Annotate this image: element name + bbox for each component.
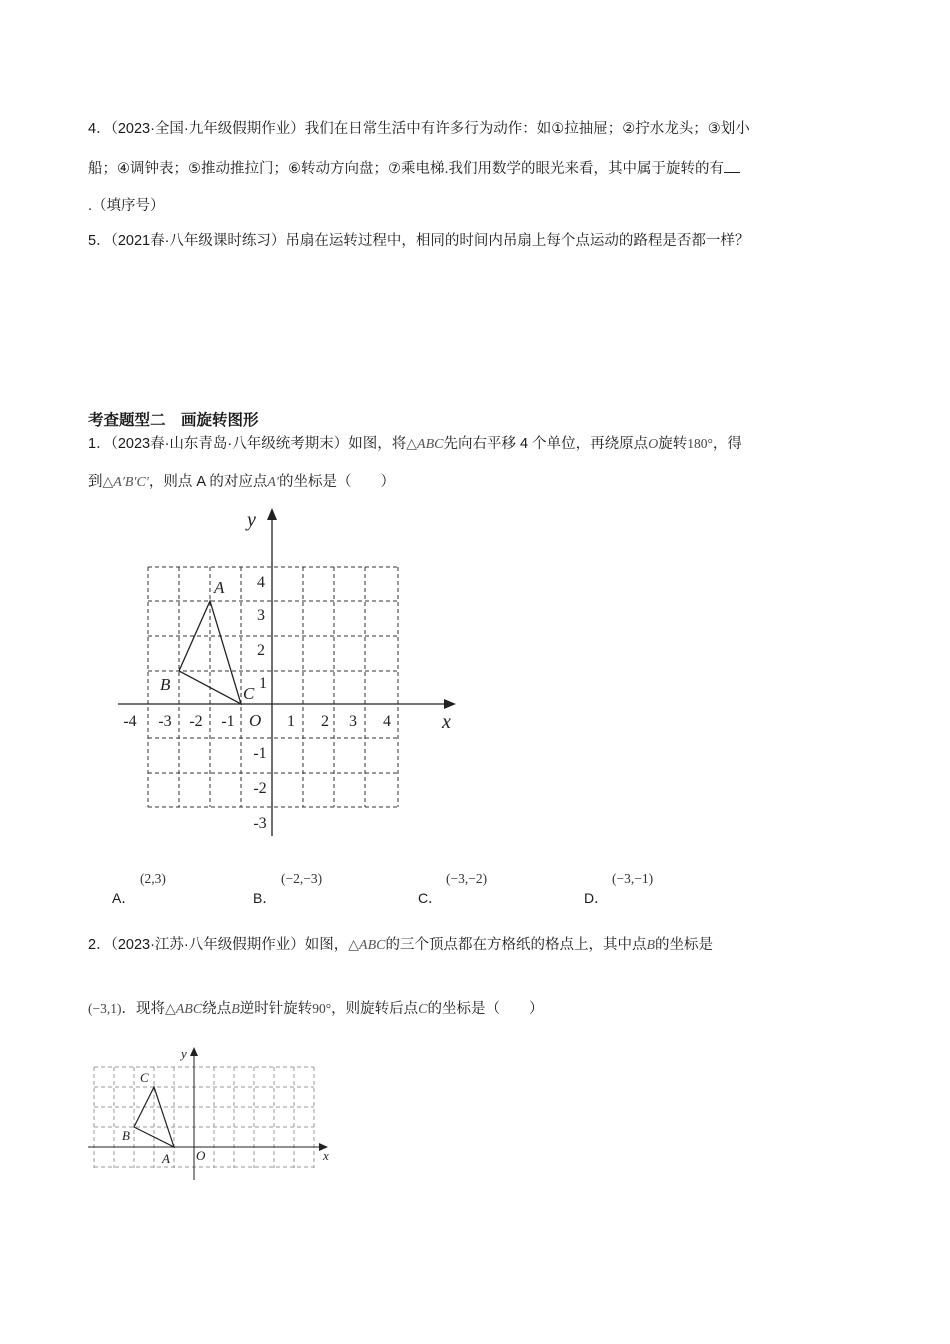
x-tick: 2 [321,713,329,730]
answer-blank[interactable] [724,158,740,173]
question-5: 5．（2021春·八年级课时练习）吊扇在运转过程中，相同的时间内吊扇上每个点运动的路程是否都一样？ [88,233,750,249]
option-a-value[interactable]: (2,3) [140,871,166,886]
point-label-b: B [122,1128,130,1143]
section-heading: 考查题型二 画旋转图形 [88,412,259,429]
y-tick: -2 [253,780,267,797]
q1-line-1: 1．（2023春·山东青岛·八年级统考期末）如图，将△ABC先向右平移 4 个单位，再绕原点O旋转180°，得 [88,436,742,452]
point-label-a: A [214,578,225,597]
option-b-label[interactable]: B． [253,890,277,906]
y-tick: 2 [257,642,265,659]
y-tick: 1 [259,675,267,692]
y-tick: 3 [257,607,265,624]
option-c-value[interactable]: (−3,−2) [446,871,488,886]
x-axis-label: x [442,711,451,733]
y-tick: 4 [257,574,265,591]
figure-2-coordinate-grid [85,1042,340,1187]
y-tick: -3 [253,815,267,832]
point-label-b: B [160,675,171,694]
x-tick: 1 [287,713,295,730]
question-4-line-3: .（填序号） [88,198,165,214]
x-axis-label: x [323,1148,329,1163]
question-4-line-2: 船；④调钟表；⑤推动推拉门；⑥转动方向盘；⑦乘电梯.我们用数学的眼光来看，其中属于旋转的有 [88,158,740,179]
option-b-value[interactable]: (−2,−3) [281,871,323,886]
figure-1-coordinate-grid [110,500,470,845]
origin-label: O [249,711,262,730]
q1-line-2: 到△A′B′C′，则点 A 的对应点A′的坐标是（ ） [88,474,395,490]
x-tick: -4 [123,713,137,730]
x-tick: 3 [349,713,357,730]
q2-line-2: (−3,1)．现将△ABC绕点B逆时针旋转90°，则旋转后点C的坐标是（ ） [88,1001,544,1017]
point-label-a: A [162,1151,170,1166]
y-tick: -1 [253,745,267,762]
option-c-label[interactable]: C． [418,890,443,906]
point-label-c: C [243,684,255,703]
option-d-value[interactable]: (−3,−1) [612,871,654,886]
option-a-label[interactable]: A． [112,890,136,906]
x-tick: -2 [189,713,203,730]
point-label-c: C [140,1070,149,1085]
x-tick: -3 [158,713,172,730]
origin-label: O [196,1148,206,1163]
option-d-label[interactable]: D． [584,890,609,906]
question-4-line-1: 4．（2023·全国·九年级假期作业）我们在日常生活中有许多行为动作：如①拉抽屉；②拧水龙头；③划小 [88,121,750,137]
x-tick: 4 [383,713,391,730]
y-axis-label: y [247,509,256,531]
q2-line-1: 2．（2023·江苏·八年级假期作业）如图，△ABC的三个顶点都在方格纸的格点上，其中点B的坐标是 [88,937,714,953]
y-axis-label: y [181,1046,187,1061]
x-tick: -1 [221,713,235,730]
